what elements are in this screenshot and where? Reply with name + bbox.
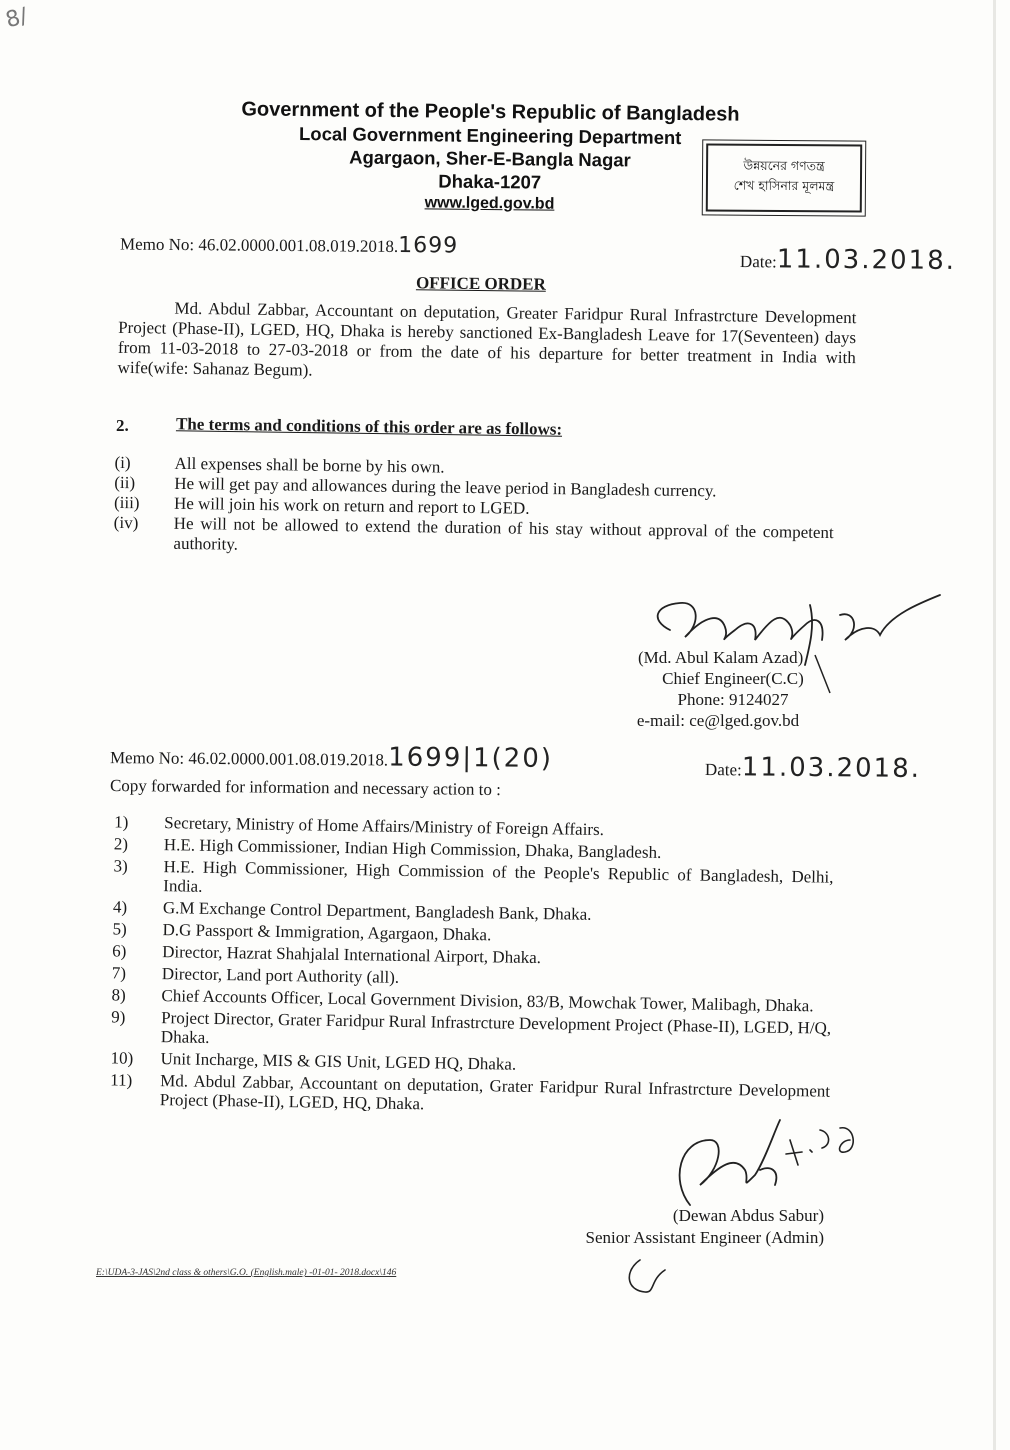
memo-2-label: Memo No: 46.02.0000.001.08.019.2018. [109, 748, 389, 770]
memo-2-number: 1699|1(20) [388, 742, 554, 774]
memo-1-date [740, 244, 956, 276]
footer-file-path: E:\UDA-3-JAS\2nd class & others\G.O. (English.male) -01-01- 2018.docx\146 [96, 1268, 397, 1278]
list-item: 5) D.G Passport & Immigration, Agargaon, Dhaka. [112, 919, 492, 945]
memo-1-number: 1699 [398, 232, 459, 259]
list-item: 3) H.E. High Commissioner, High Commission of the People's Republic of Bangladesh, Delhi, India. [113, 856, 834, 896]
signatory-1-name: (Md. Abul Kalam Azad) [638, 648, 804, 667]
list-item: 2) H.E. High Commissioner, Indian High Commission, Dhaka, Bangladesh. [113, 834, 662, 862]
header-website[interactable]: www.lged.gov.bd [424, 194, 555, 213]
list-item: 7) Director, Land port Authority (all). [111, 963, 400, 987]
list-item: 10) Unit Incharge, MIS & GIS Unit, LGED HQ, Dhaka. [110, 1048, 517, 1074]
forward-text: Copy forwarded for information and necessary action to : [109, 775, 501, 800]
motto-box [706, 143, 862, 212]
initial-mark [620, 1250, 680, 1300]
term-item: (ii) He will get pay and allowances during the leave period in Bangladesh currency. [114, 472, 717, 501]
motto-line-2: শেখ হাসিনার মূলমন্ত্র [733, 177, 835, 194]
memo-1-date-label: Date: [739, 252, 777, 272]
signatory-2-block [552, 1205, 824, 1249]
memo-1 [120, 231, 458, 259]
signatory-1-phone: Phone: 9124027 [677, 690, 789, 709]
recipients-list [110, 812, 835, 1122]
memo-2-date [705, 752, 921, 784]
section-number: 2. [116, 416, 129, 435]
signatory-1-designation: Chief Engineer(C.C) [662, 669, 804, 688]
list-item: 11) Md. Abdul Zabbar, Accountant on deputation, Grater Faridpur Rural Infrastrcture Development Project (Phase-II), LGED, HQ, Dhaka. [110, 1070, 831, 1114]
section-heading: The terms and conditions of this order are as follows: [175, 414, 563, 439]
office-order-title: OFFICE ORDER [415, 273, 546, 294]
signatory-1-email: e-mail: ce@lged.gov.bd [636, 711, 800, 730]
order-paragraph: Md. Abdul Zabbar, Accountant on deputation, Greater Faridpur Rural Infrastrcture Development Project (Phase-II), LGED, HQ, Dhaka is hereby sanctioned Ex-Bangladesh Leave for 17(Seventeen) days from 11-03-2018 to 27-03-2018 or from the date of his departure for better treatment in India with wife(wife: Sahanaz Begum). [117, 298, 857, 380]
memo-1-date-value: 11.03.2018. [776, 244, 957, 276]
signatory-1-block [638, 647, 828, 731]
terms-list [113, 453, 834, 563]
list-item: 9) Project Director, Grater Faridpur Rural Infrastrcture Development Project (Phase-II), LGED, H/Q, Dhaka. [111, 1007, 832, 1047]
motto-line-1: উন্নয়নের গণতন্ত্র [743, 157, 825, 174]
list-item: 4) G.M Exchange Control Department, Bangladesh Bank, Dhaka. [112, 897, 592, 924]
list-item: 8) Chief Accounts Officer, Local Government Division, 83/B, Mowchak Tower, Malibagh, Dhaka. [111, 985, 814, 1016]
corner-handwritten-mark: 8/ [3, 3, 31, 34]
memo-2 [110, 740, 553, 774]
term-item: (iv) He will not be allowed to extend the duration of his stay without approval of the competent authority. [113, 512, 834, 554]
signatory-2-designation: Senior Assistant Engineer (Admin) [585, 1228, 824, 1247]
list-item: 6) Director, Hazrat Shahjalal International Airport, Dhaka. [112, 941, 542, 968]
term-item: (i) All expenses shall be borne by his own. [114, 452, 445, 477]
header-city: Dhaka-1207 [438, 170, 542, 193]
term-item: (iii) He will join his work on return and report to LGED. [113, 492, 530, 518]
memo-1-label: Memo No: 46.02.0000.001.08.019.2018. [119, 234, 399, 256]
header-government: Government of the People's Republic of Bangladesh [241, 98, 740, 126]
list-item: 1) Secretary, Ministry of Home Affairs/Ministry of Foreign Affairs. [114, 812, 605, 840]
header-address: Agargaon, Sher-E-Bangla Nagar [349, 146, 631, 171]
scan-edge [993, 0, 996, 1450]
memo-2-date-label: Date: [704, 760, 742, 780]
senior-engineer-signature [650, 1110, 870, 1220]
memo-2-date-value: 11.03.2018. [741, 752, 922, 784]
header-department: Local Government Engineering Department [298, 122, 682, 149]
signatory-2-name: (Dewan Abdus Sabur) [672, 1206, 824, 1225]
